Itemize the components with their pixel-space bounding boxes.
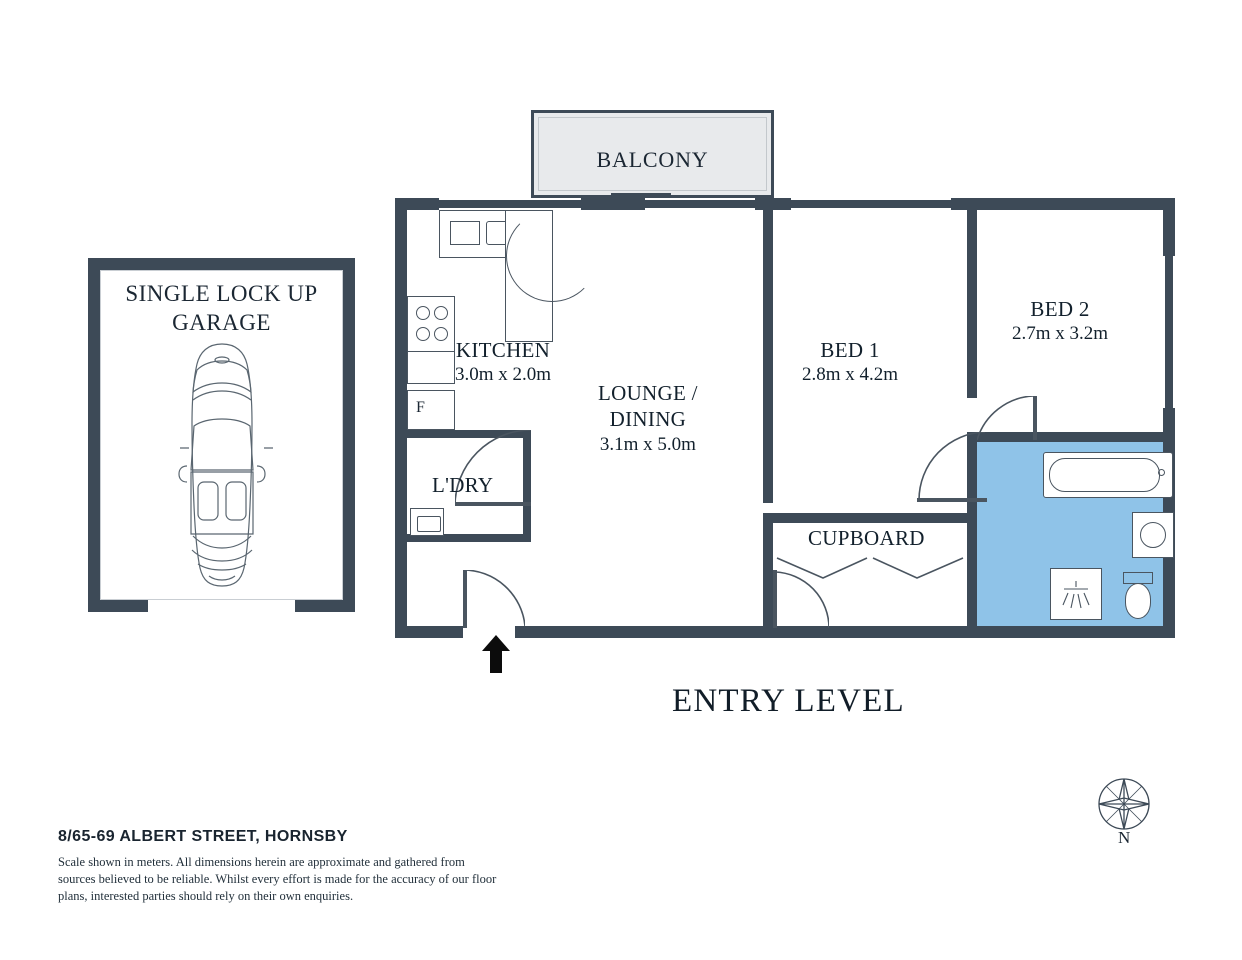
vanity-basin-fixture xyxy=(1132,512,1174,558)
wall-cupboard-bottom xyxy=(763,560,773,570)
garage-block xyxy=(88,258,355,612)
wall-top-bed1-window xyxy=(791,200,951,208)
balcony-block xyxy=(531,110,774,198)
balcony-rail-bottom xyxy=(611,193,671,196)
wall-top-balcony-opening xyxy=(631,198,645,210)
wall-lounge-bed1 xyxy=(763,198,773,503)
garage-wall-bottom-left xyxy=(88,600,148,612)
disclaimer-text: Scale shown in meters. All dimensions herein are approximate and gathered from sources believed to be reliable. Whilst every effort is made for the accuracy of our floor plans, interested parties should rely on their own enquiries. xyxy=(58,855,497,903)
toilet-fixture xyxy=(1120,572,1154,622)
wall-top-segment-b xyxy=(755,198,791,210)
bed1-door-swing xyxy=(917,432,987,502)
label-lounge-dining: LOUNGE / DINING 3.1m x 5.0m xyxy=(598,381,698,455)
compass-icon xyxy=(1088,770,1160,856)
garage-wall-bottom-right xyxy=(295,600,355,612)
laundry-tub-fixture xyxy=(410,508,444,536)
cooktop-fixture xyxy=(407,296,455,352)
kitchen-sink xyxy=(450,221,480,245)
entry-arrow-icon xyxy=(481,635,511,673)
balcony-label: BALCONY xyxy=(596,147,709,172)
wall-right-upper xyxy=(1163,198,1175,256)
car-top-view-icon xyxy=(164,340,280,595)
wall-left-upper xyxy=(395,198,407,438)
wall-bottom-mid xyxy=(515,626,771,638)
compass-north-label: N xyxy=(1118,828,1131,847)
wall-cupboard-top xyxy=(763,513,977,523)
label-bed2: BED 2 2.7m x 3.2m xyxy=(1012,297,1109,345)
bathtub-fixture xyxy=(1043,452,1173,498)
wall-left-lower xyxy=(395,438,407,638)
wall-top-kitchen-window xyxy=(439,200,581,208)
kitchen-door-arc xyxy=(506,210,598,302)
wall-bottom-left xyxy=(395,626,463,638)
label-cupboard: CUPBOARD xyxy=(808,526,925,550)
entry-door-swing xyxy=(463,570,523,632)
bed2-door-swing xyxy=(977,396,1039,442)
label-laundry: L'DRY xyxy=(432,473,494,497)
fridge-fixture xyxy=(407,390,455,430)
cupboard-doors xyxy=(775,556,965,582)
garage-label xyxy=(88,280,355,338)
wall-top-segment-a xyxy=(581,198,631,210)
kitchen-bench-lower xyxy=(407,352,455,384)
wall-bed1-bed2 xyxy=(967,198,977,398)
garage-label-line2: GARAGE xyxy=(172,309,271,335)
wall-right-bed2-window xyxy=(1165,256,1173,408)
garage-wall-top xyxy=(88,258,355,270)
garage-label-line1: SINGLE LOCK UP xyxy=(125,281,318,306)
level-caption: ENTRY LEVEL xyxy=(672,683,905,719)
fridge-label: F xyxy=(416,399,425,416)
wall-top-right xyxy=(985,198,1175,210)
shower-fixture xyxy=(1050,568,1102,620)
footer-block xyxy=(58,828,618,905)
label-kitchen: KITCHEN 3.0m x 2.0m xyxy=(455,338,552,386)
label-bed1: BED 1 2.8m x 4.2m xyxy=(802,338,899,386)
property-address: 8/65-69 ALBERT STREET, HORNSBY xyxy=(58,828,348,845)
wall-top-lounge-window xyxy=(645,200,755,208)
wall-lounge-bed1-lower xyxy=(763,513,773,638)
